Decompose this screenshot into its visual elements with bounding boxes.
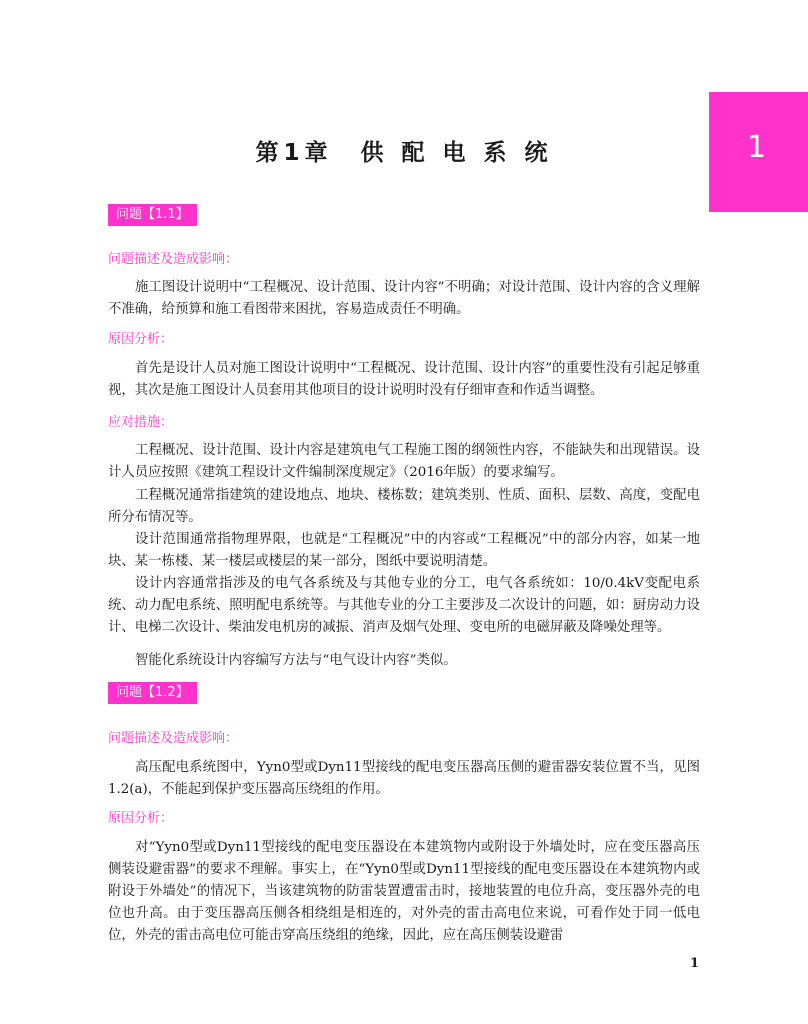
page-number: 1 (690, 956, 700, 971)
paragraph-description-1-1: 施工图设计说明中“工程概况、设计范围、设计内容”不明确；对设计范围、设计内容的含义理解不准确，给预算和施工看图带来困扰，容易造成责任不明确。 (108, 280, 700, 317)
paragraph-cause-1-1: 首先是设计人员对施工图设计说明中“工程概况、设计范围、设计内容”的重要性没有引起足够重视，其次是施工图设计人员套用其他项目的设计说明时没有仔细审查和作适当调整。 (108, 361, 700, 398)
heading-description-1-1: 问题描述及造成影响： (108, 252, 239, 267)
paragraph-measure-4: 设计内容通常指涉及的电气各系统及与其他专业的分工，电气各系统如：10/0.4kV变配电系统、动力配电系统、照明配电系统等。与其他专业的分工主要涉及二次设计的问题，如：厨房动力设计、电梯二次设计、柴油发电机房的减振、消声及烟气处理、变电所的电磁屏蔽及降噪处理等。 (108, 576, 700, 635)
problem-label-1-2: 问题【1.2】 (108, 682, 197, 704)
heading-cause-1-2: 原因分析： (108, 811, 174, 826)
paragraph-cause-1-2: 对“Yyn0型或Dyn11型接线的配电变压器设在本建筑物内或附设于外墙处时，应在变压器高压侧装设避雷器”的要求不理解。事实上，在“Yyn0型或Dyn11型接线的配电变压器设在本建筑物内或附设于外墙处”的情况下，当该建筑物的防雷装置遭雷击时，接地装置的电位升高，变压器外壳的电位也升高。由于变压器高压侧各相绕组是相连的，对外壳的雷击高电位来说，可看作处于同一低电位，外壳的雷击高电位可能击穿高压绕组的绝缘，因此，应在高压侧装设避雷 (108, 840, 700, 943)
problem-label-1-1: 问题【1.1】 (108, 204, 197, 226)
heading-description-1-2: 问题描述及造成影响： (108, 731, 239, 746)
paragraph-measure-3: 设计范围通常指物理界限，也就是“工程概况”中的内容或“工程概况”中的部分内容，如某一地块、某一栋楼、某一楼层或楼层的某一部分，图纸中要说明清楚。 (108, 532, 700, 569)
heading-cause-1-1: 原因分析： (108, 332, 174, 347)
paragraph-measure-5: 智能化系统设计内容编写方法与“电气设计内容”类似。 (135, 653, 457, 668)
paragraph-measure-2: 工程概况通常指建筑的建设地点、地块、楼栋数；建筑类别、性质、面积、层数、高度，变配电所分布情况等。 (108, 488, 700, 525)
chapter-tab-number: 1 (747, 130, 767, 165)
chapter-title: 第1章 供 配 电 系 统 (255, 140, 553, 166)
paragraph-measure-1: 工程概况、设计范围、设计内容是建筑电气工程施工图的纲领性内容，不能缺失和出现错误。设计人员应按照《建筑工程设计文件编制深度规定》（2016年版）的要求编写。 (108, 443, 700, 480)
paragraph-description-1-2: 高压配电系统图中，Yyn0型或Dyn11型接线的配电变压器高压侧的避雷器安装位置不当，见图1.2(a)，不能起到保护变压器高压绕组的作用。 (108, 760, 700, 797)
heading-measures-1-1: 应对措施： (108, 415, 174, 430)
